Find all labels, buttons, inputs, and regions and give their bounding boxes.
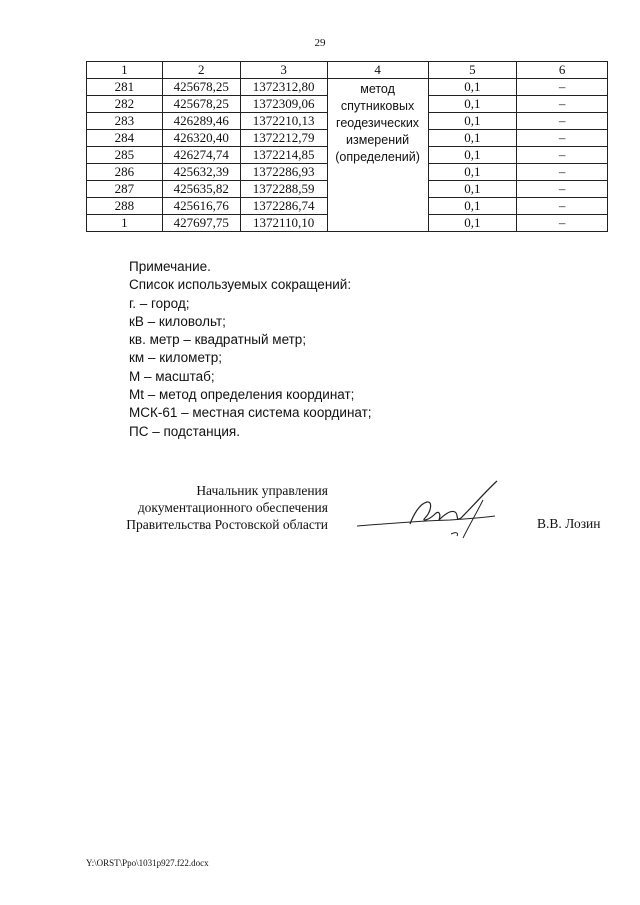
dash-cell: – xyxy=(517,147,608,164)
signatory-name: В.В. Лозин xyxy=(537,516,601,531)
coord-y: 1372214,85 xyxy=(240,147,327,164)
method-line: спутниковых xyxy=(340,99,415,113)
accuracy-value: 0,1 xyxy=(428,96,517,113)
coord-y: 1372288,59 xyxy=(240,181,327,198)
notes-section xyxy=(129,258,372,441)
coord-x: 425616,76 xyxy=(162,198,240,215)
header-cell: 6 xyxy=(517,62,608,79)
notes-line: Список используемых сокращений: xyxy=(129,277,352,293)
point-number: 286 xyxy=(87,164,163,181)
coord-y: 1372312,80 xyxy=(240,79,327,96)
point-number: 285 xyxy=(87,147,163,164)
page-number: 29 xyxy=(314,37,326,49)
coord-x: 425678,25 xyxy=(162,79,240,96)
handwritten-signature xyxy=(355,476,515,546)
header-cell: 3 xyxy=(240,62,327,79)
coord-x: 425635,82 xyxy=(162,181,240,198)
signatory-position xyxy=(88,482,328,533)
coord-y: 1372286,74 xyxy=(240,198,327,215)
position-line: Правительства Ростовской области xyxy=(126,517,328,532)
notes-line: г. – город; xyxy=(129,295,190,311)
point-number: 287 xyxy=(87,181,163,198)
accuracy-value: 0,1 xyxy=(428,113,517,130)
point-number: 283 xyxy=(87,113,163,130)
coord-x: 427697,75 xyxy=(162,215,240,232)
coordinates-table xyxy=(86,61,608,232)
point-number: 281 xyxy=(87,79,163,96)
coord-y: 1372210,13 xyxy=(240,113,327,130)
accuracy-value: 0,1 xyxy=(428,147,517,164)
notes-title: Примечание. xyxy=(129,259,211,274)
method-line: (определений) xyxy=(335,150,420,164)
dash-cell: – xyxy=(517,113,608,130)
accuracy-value: 0,1 xyxy=(428,79,517,96)
notes-line: кв. метр – квадратный метр; xyxy=(129,332,307,348)
notes-line: км – километр; xyxy=(129,350,222,366)
point-number: 282 xyxy=(87,96,163,113)
method-cell xyxy=(327,79,428,232)
coord-y: 1372212,79 xyxy=(240,130,327,147)
coord-y: 1372110,10 xyxy=(240,215,327,232)
header-cell: 2 xyxy=(162,62,240,79)
dash-cell: – xyxy=(517,96,608,113)
notes-line: М – масштаб; xyxy=(129,368,215,384)
point-number: 1 xyxy=(87,215,163,232)
dash-cell: – xyxy=(517,130,608,147)
dash-cell: – xyxy=(517,79,608,96)
coord-x: 425632,39 xyxy=(162,164,240,181)
notes-line: Mt – метод определения координат; xyxy=(129,387,355,403)
dash-cell: – xyxy=(517,215,608,232)
accuracy-value: 0,1 xyxy=(428,215,517,232)
coord-x: 425678,25 xyxy=(162,96,240,113)
file-path: Y:\ORST\Ppo\1031p927.f22.docx xyxy=(86,858,209,868)
dash-cell: – xyxy=(517,198,608,215)
table-row xyxy=(87,79,608,96)
notes-line: МСК-61 – местная система координат; xyxy=(129,405,372,421)
coord-x: 426274,74 xyxy=(162,147,240,164)
point-number: 288 xyxy=(87,198,163,215)
coord-x: 426320,40 xyxy=(162,130,240,147)
method-line: геодезических xyxy=(336,116,420,130)
position-line: Начальник управления xyxy=(196,483,328,498)
accuracy-value: 0,1 xyxy=(428,198,517,215)
dash-cell: – xyxy=(517,164,608,181)
dash-cell: – xyxy=(517,181,608,198)
position-line: документационного обеспечения xyxy=(137,500,328,515)
method-line: метод xyxy=(360,82,395,96)
coord-y: 1372309,06 xyxy=(240,96,327,113)
header-cell: 1 xyxy=(87,62,163,79)
notes-line: ПС – подстанция. xyxy=(129,423,240,439)
coord-x: 426289,46 xyxy=(162,113,240,130)
header-cell: 4 xyxy=(327,62,428,79)
accuracy-value: 0,1 xyxy=(428,164,517,181)
notes-line: кВ – киловольт; xyxy=(129,313,226,329)
table-header-row xyxy=(87,62,608,79)
point-number: 284 xyxy=(87,130,163,147)
header-cell: 5 xyxy=(428,62,517,79)
method-line: измерений xyxy=(346,133,410,147)
coord-y: 1372286,93 xyxy=(240,164,327,181)
accuracy-value: 0,1 xyxy=(428,181,517,198)
accuracy-value: 0,1 xyxy=(428,130,517,147)
